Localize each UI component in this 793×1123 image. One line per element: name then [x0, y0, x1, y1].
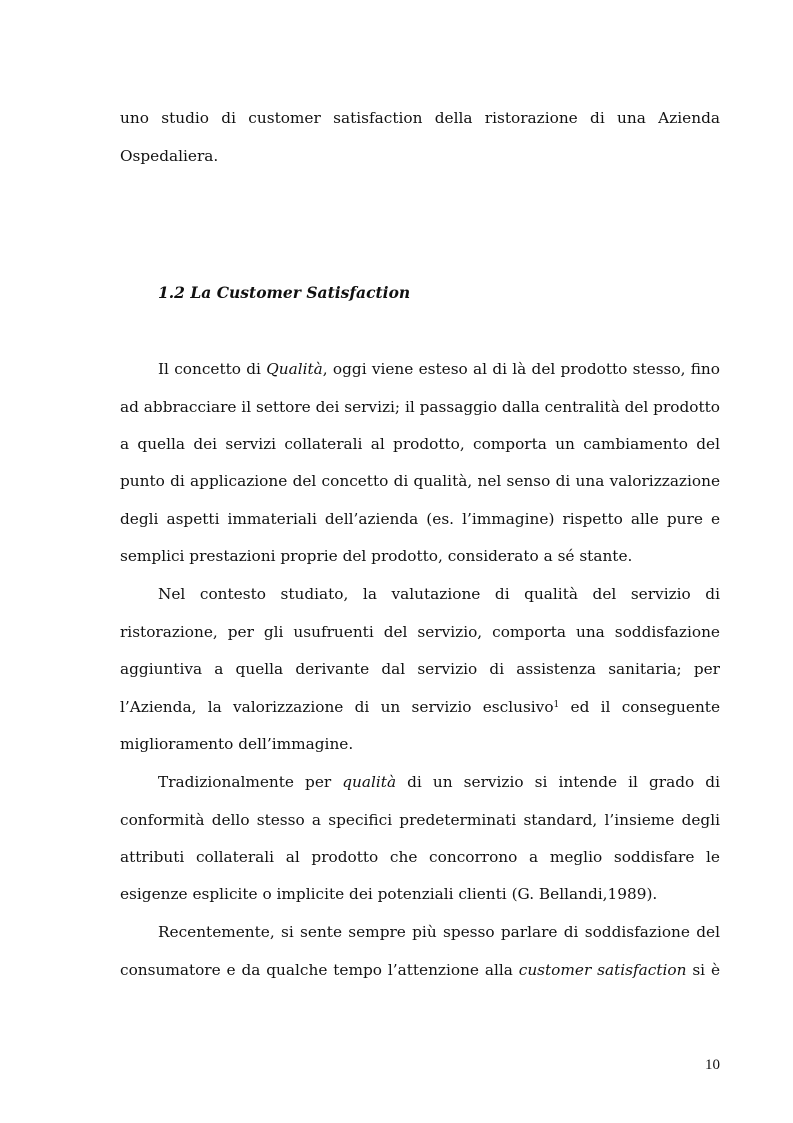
- qualita-emphasis: Qualità: [266, 360, 323, 378]
- intro-line-1: uno studio di customer satisfaction della ristorazione di una Azienda: [120, 109, 720, 127]
- paragraph-3-line-1: [158, 772, 720, 792]
- paragraph-1-text: Il concetto di: [158, 360, 267, 378]
- paragraph-2-line-2: ristorazione, per gli usufruenti del servizio, comporta una soddisfazione: [120, 623, 720, 641]
- section-heading: 1.2 La Customer Satisfaction: [158, 283, 411, 302]
- paragraph-4-text: consumatore e da qualche tempo l’attenzione alla: [120, 961, 519, 979]
- qualita-emphasis: qualità: [342, 773, 397, 791]
- paragraph-3-line-2: conformità dello stesso a specifici predeterminati standard, l’insieme degli: [120, 811, 720, 829]
- footnote-marker: 1: [553, 700, 560, 710]
- paragraph-2-line-1: Nel contesto studiato, la valutazione di qualità del servizio di: [158, 585, 720, 603]
- paragraph-2-line-5: miglioramento dell’immagine.: [120, 735, 354, 753]
- paragraph-1-line-1: [158, 359, 720, 379]
- paragraph-3-text: di un servizio si intende il grado di: [396, 773, 720, 791]
- paragraph-2-text: ed il conseguente: [559, 698, 720, 716]
- paragraph-4-line-2: [120, 960, 720, 980]
- paragraph-3-text: Tradizionalmente per: [158, 773, 343, 791]
- paragraph-1-line-2: ad abbracciare il settore dei servizi; il passaggio dalla centralità del prodotto: [120, 398, 720, 416]
- customer-satisfaction-emphasis: customer satisfaction: [518, 961, 687, 979]
- paragraph-4-text: si è: [686, 961, 720, 979]
- paragraph-1-line-6: semplici prestazioni proprie del prodotto, considerato a sé stante.: [120, 547, 633, 565]
- paragraph-3-line-4: esigenze esplicite o implicite dei potenziali clienti (G. Bellandi,1989).: [120, 885, 658, 903]
- paragraph-1-text: , oggi viene esteso al di là del prodotto stesso, fino: [322, 360, 720, 378]
- paragraph-2-line-4: [120, 697, 720, 717]
- paragraph-1-line-5: degli aspetti immateriali dell’azienda (es. l’immagine) rispetto alle pure e: [120, 510, 720, 528]
- intro-line-2: Ospedaliera.: [120, 147, 219, 165]
- paragraph-1-line-4: punto di applicazione del concetto di qualità, nel senso di una valorizzazione: [120, 472, 720, 490]
- paragraph-4-line-1: Recentemente, si sente sempre più spesso parlare di soddisfazione del: [158, 923, 720, 941]
- paragraph-2-text: l’Azienda, la valorizzazione di un servizio esclusivo: [120, 698, 554, 716]
- paragraph-1-line-3: a quella dei servizi collaterali al prodotto, comporta un cambiamento del: [120, 435, 720, 453]
- page-number: 10: [705, 1057, 720, 1073]
- paragraph-3-line-3: attributi collaterali al prodotto che concorrono a meglio soddisfare le: [120, 848, 720, 866]
- paragraph-2-line-3: aggiuntiva a quella derivante dal servizio di assistenza sanitaria; per: [120, 660, 720, 678]
